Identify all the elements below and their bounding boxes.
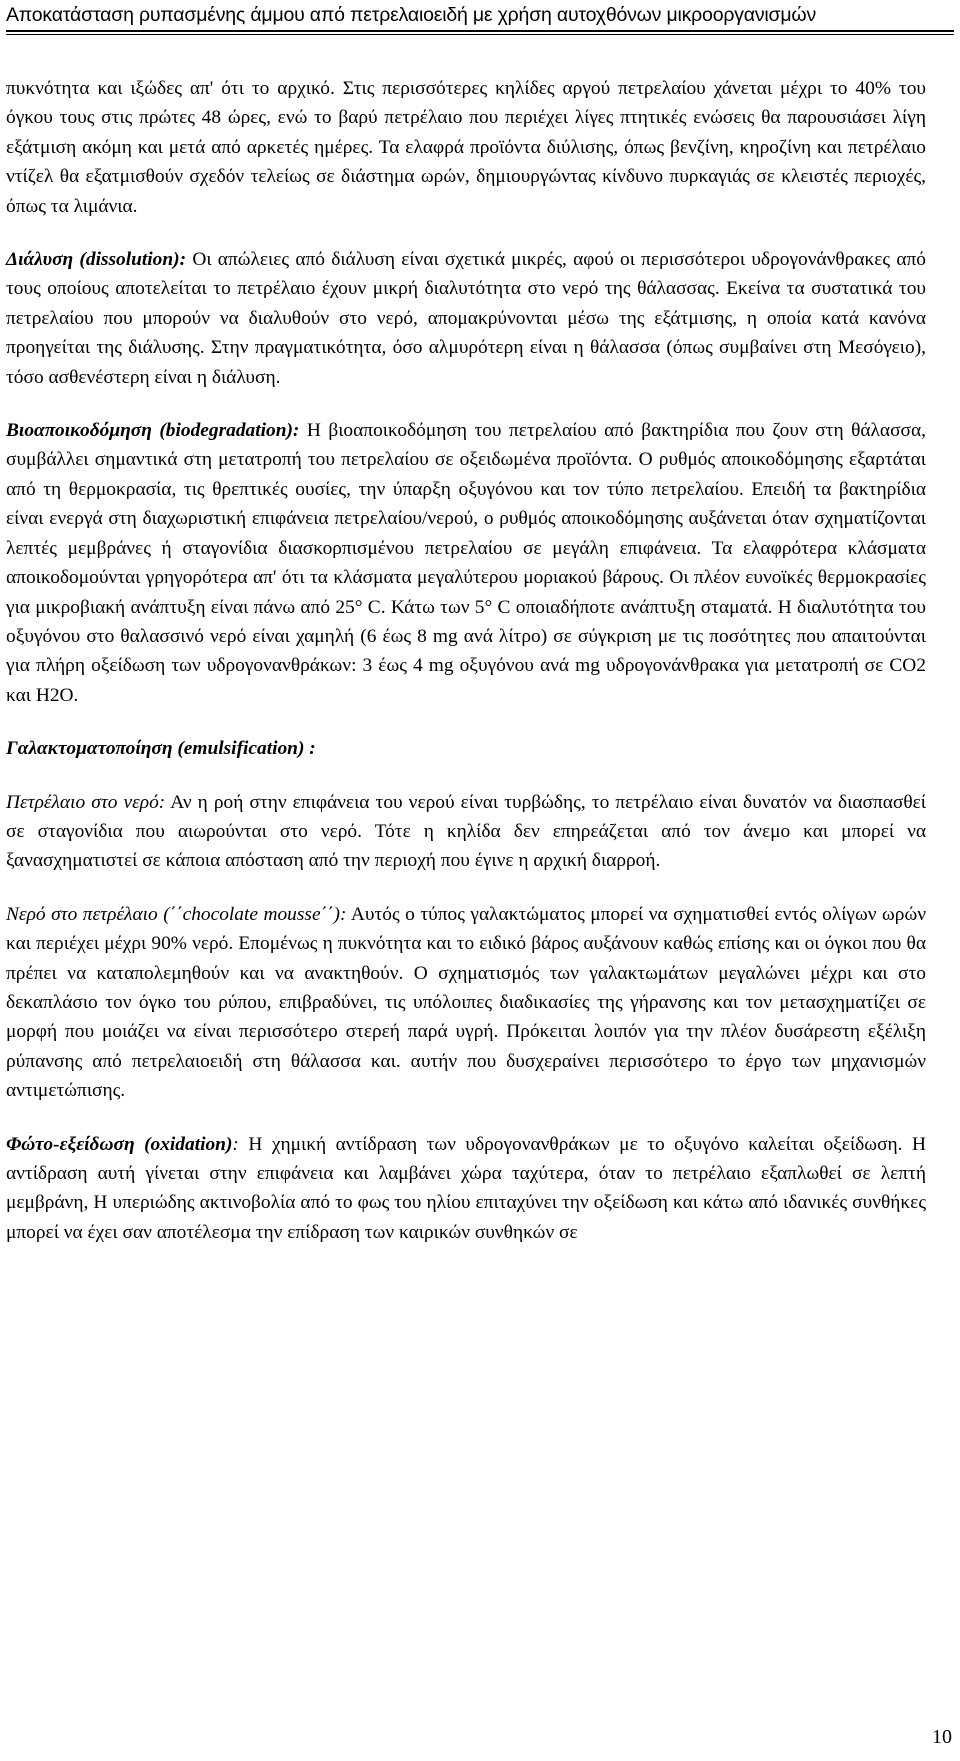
page-number: 10 [932, 1726, 952, 1748]
paragraph-oxidation [6, 1130, 926, 1248]
header-rule-thin [6, 34, 954, 35]
oxidation-term: Φώτο-εξείδωση (oxidation) [6, 1133, 233, 1155]
oil-in-water-text: Αν η ροή στην επιφάνεια του νερού είναι τυρβώδης, το πετρέλαιο είναι δυνατόν να διασπασθεί σε σταγονίδια που αιωρούνται στο νερό. Τότε η κηλίδα δεν επηρεάζεται από τον άνεμο και μπορεί να ξανασχηματιστεί σε κάποια απόσταση από την περιοχή που έγινε η αρχική διαρροή. [6, 791, 926, 872]
paragraph-intro: πυκνότητα και ιξώδες απ' ότι το αρχικό. Στις περισσότερες κηλίδες αργού πετρελαίου χάνεται μέχρι το 40% του όγκου τους στις πρώτες 48 ώρες, ενώ το βαρύ πετρέλαιο που περιέχει λίγες πτητικές ενώσεις θα παρουσιάσει λίγη εξάτμιση ακόμη και μετά από αρκετές ημέρες. Τα ελαφρά προϊόντα διύλισης, όπως βενζίνη, κηροζίνη και πετρέλαιο ντίζελ θα εξατμισθούν σχεδόν τελείως σε διάστημα ωρών, δημιουργώντας κίνδυνο πυρκαγιάς σε κλειστές περιοχές, όπως τα λιμάνια. [6, 78, 926, 217]
header-rule [6, 30, 954, 32]
dissolution-text: Οι απώλειες από διάλυση είναι σχετικά μικρές, αφού οι περισσότεροι υδρογονάνθρακες από τους οποίους αποτελείται το πετρέλαιο έχουν μικρή διαλυτότητα στο νερό της θάλασσας. Εκείνα τα συστατικά του πετρελαίου που μπορούν να διαλυθούν στο νερό, απομακρύνονται μέσω της εξάτμισης, η οποία κατά κανόνα προηγείται της διάλυσης. Στην πραγματικότητα, όσο αλμυρότερη είναι η θάλασσα (όπως συμβαίνει στη Μεσόγειο), τόσο ασθενέστερη είναι η διάλυση. [6, 249, 926, 388]
water-in-oil-term: Νερό στο πετρέλαιο (΄΄chocolate mousse΄΄): [6, 903, 347, 925]
document-body [6, 74, 926, 1271]
running-header: Αποκατάσταση ρυπασμένης άμμου από πετρελαιοειδή με χρήση αυτοχθόνων μικροοργανισμών [6, 4, 816, 26]
emulsification-heading: Γαλακτοματοποίηση (emulsification) : [6, 738, 316, 760]
dissolution-term: Διάλυση (dissolution): [6, 249, 187, 271]
oxidation-colon: : [232, 1133, 239, 1155]
oil-in-water-term: Πετρέλαιο στο νερό: [6, 791, 166, 813]
paragraph-oil-in-water [6, 788, 926, 876]
paragraph-water-in-oil [6, 900, 926, 1106]
paragraph-biodegradation [6, 416, 926, 710]
water-in-oil-text: Αυτός ο τύπος γαλακτώματος μπορεί να σχηματισθεί εντός ολίγων ωρών και περιέχει μέχρι 90% νερό. Επομένως η πυκνότητα και το ειδικό βάρος αυξάνουν καθώς επίσης και οι όγκοι που θα πρέπει να καταπολεμηθούν και να ανακτηθούν. Ο σχηματισμός των γαλακτωμάτων μεγαλώνει μέχρι και στο δεκαπλάσιο τον όγκο του ρύπου, επιβραδύνει, τις υπόλοιπες διαδικασίες της γήρανσης και τον μετασχηματίζει σε μορφή που μοιάζει να είναι περισσότερο στερεή παρά υγρή. Πρόκειται λοιπόν για την πλέον δυσάρεστη εξέλιξη ρύπανσης από πετρελαιοειδή στη θάλασσα και. αυτήν που δυσχεραίνει περισσότερο το έργο των μηχανισμών αντιμετώπισης. [6, 903, 926, 1102]
biodegradation-term: Βιοαποικοδόμηση (biodegradation): [6, 420, 300, 442]
oxidation-text: Η χημική αντίδραση των υδρογονανθράκων με το οξυγόνο καλείται οξείδωση. Η αντίδραση αυτή γίνεται στην επιφάνεια και λαμβάνει χώρα ταχύτερα, όταν το πετρέλαιο εξαπλωθεί σε λεπτή μεμβράνη, Η υπεριώδης ακτινοβολία από το φως του ηλίου επιταχύνει την οξείδωση και κάτω από ιδανικές συνθήκες μπορεί να έχει σαν αποτέλεσμα την επίδραση των καιρικών συνθηκών σε [6, 1133, 926, 1243]
biodegradation-text: Η βιοαποικοδόμηση του πετρελαίου από βακτηρίδια που ζουν στη θάλασσα, συμβάλλει σημαντικά στη μετατροπή του πετρελαίου σε οξειδωμένα προϊόντα. Ο ρυθμός αποικοδόμησης εξαρτάται από τη θερμοκρασία, τις θρεπτικές ουσίες, την ύπαρξη οξυγόνου και τον τύπο πετρελαίου. Επειδή τα βακτηρίδια είναι ενεργά στη διαχωριστική επιφάνεια πετρελαίου/νερού, ο ρυθμός αποικοδόμησης αυξάνεται όταν σχηματίζονται λεπτές μεμβράνες ή σταγονίδια διασκορπισμένου πετρελαίου σε μεγάλη επιφάνεια. Τα ελαφρότερα κλάσματα αποικοδομούνται γρηγορότερα απ' ότι τα κλάσματα μεγαλύτερου μοριακού βάρους. Οι πλέον ευνοϊκές θερμοκρασίες για μικροβιακή ανάπτυξη είναι πάνω από 25° C. Κάτω των 5° C οποιαδήποτε ανάπτυξη σταματά. Η διαλυτότητα του οξυγόνου στο θαλασσινό νερό είναι χαμηλή (6 έως 8 mg ανά λίτρο) σε σύγκριση με τις ποσότητες που απαιτούνται για πλήρη οξείδωση των υδρογονανθράκων: 3 έως 4 mg οξυγόνου ανά mg υδρογονάνθρακα για μετατροπή σε CO2 και H2O. [6, 420, 926, 706]
paragraph-dissolution [6, 245, 926, 392]
